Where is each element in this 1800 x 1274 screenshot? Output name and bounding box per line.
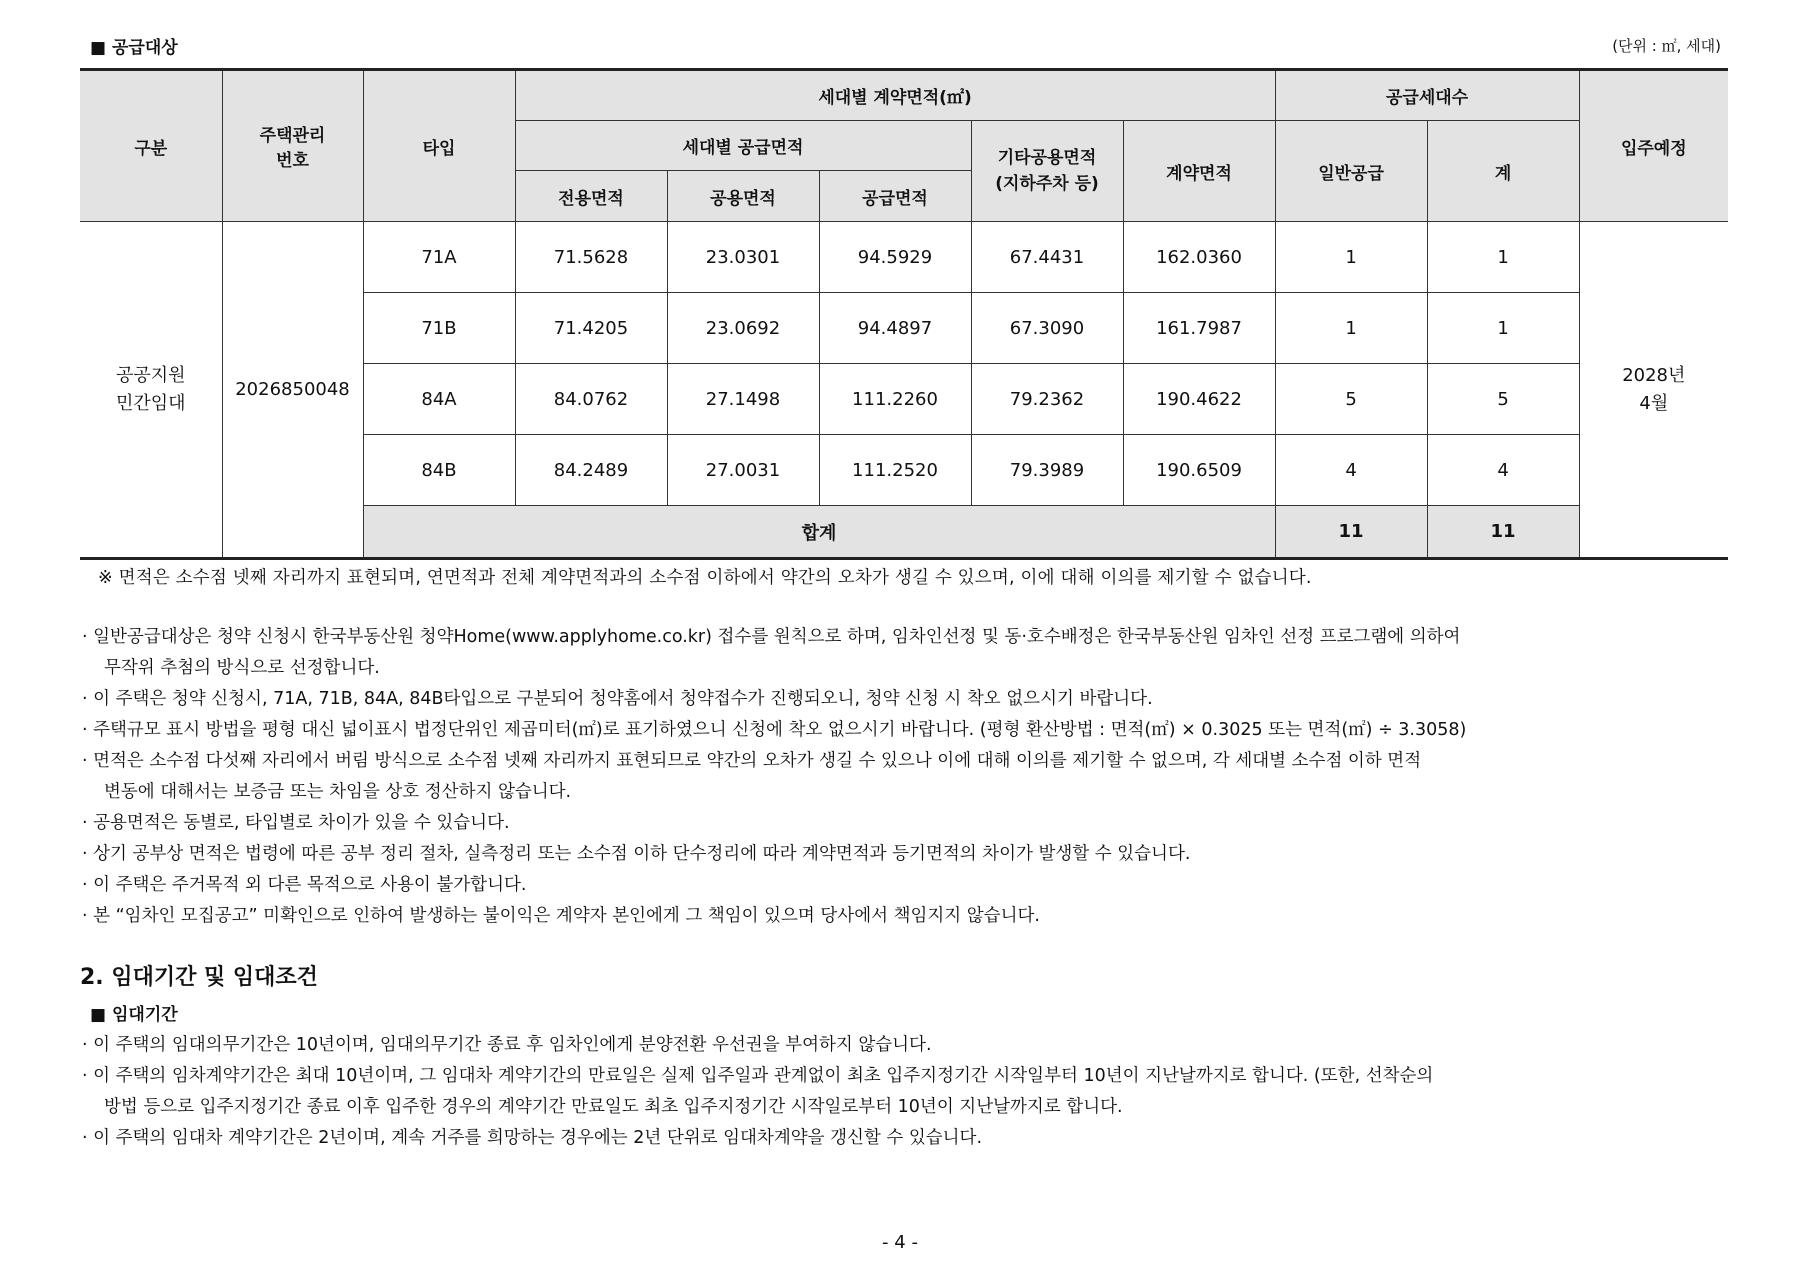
lease-period-list <box>82 1030 1722 1154</box>
header-general: 일반공급 <box>1275 121 1427 222</box>
type-cell: 84B <box>363 435 515 506</box>
type-cell: 71B <box>363 293 515 364</box>
general-cell: 1 <box>1275 293 1427 364</box>
supply-cell: 94.4897 <box>819 293 971 364</box>
other-common-cell: 79.2362 <box>971 364 1123 435</box>
header-sum: 계 <box>1427 121 1579 222</box>
header-category: 구분 <box>80 70 222 222</box>
header-housing-no: 주택관리 번호 <box>222 70 363 222</box>
unit-label: (단위 : ㎡, 세대) <box>1612 37 1721 55</box>
sum-cell: 1 <box>1427 293 1579 364</box>
sum-cell: 4 <box>1427 435 1579 506</box>
header-other-common: 기타공용면적 (지하주차 등) <box>971 121 1123 222</box>
exclusive-cell: 71.4205 <box>515 293 667 364</box>
common-cell: 23.0301 <box>667 222 819 293</box>
notice-item: · 면적은 소수점 다섯째 자리에서 버림 방식으로 소수점 넷째 자리까지 표현되므로 약간의 오차가 생길 수 있으나 이에 대해 이의를 제기할 수 없으며, 각 세대별 소수점 이하 면적 <box>82 751 1422 771</box>
total-general: 11 <box>1275 506 1427 559</box>
header-common: 공용면적 <box>667 171 819 222</box>
contract-cell: 190.6509 <box>1123 435 1275 506</box>
type-cell: 71A <box>363 222 515 293</box>
header-supply: 공급면적 <box>819 171 971 222</box>
header-households-group: 공급세대수 <box>1275 70 1579 121</box>
move-in-cell: 2028년 4월 <box>1579 222 1728 559</box>
lease-item: · 이 주택의 임대의무기간은 10년이며, 임대의무기간 종료 후 임차인에게 분양전환 우선권을 부여하지 않습니다. <box>82 1035 932 1055</box>
exclusive-cell: 84.0762 <box>515 364 667 435</box>
header-exclusive: 전용면적 <box>515 171 667 222</box>
supply-cell: 94.5929 <box>819 222 971 293</box>
total-sum: 11 <box>1427 506 1579 559</box>
header-supply-area-group: 세대별 공급면적 <box>515 121 971 171</box>
supply-cell: 111.2520 <box>819 435 971 506</box>
lease-item: · 이 주택의 임차계약기간은 최대 10년이며, 그 임대차 계약기간의 만료일은 실제 입주일과 관계없이 최초 입주지정기간 시작일부터 10년이 지난날까지로 합니다. (또한, 선착순의 <box>82 1066 1434 1086</box>
notice-item: · 본 “임차인 모집공고” 미확인으로 인하여 발생하는 불이익은 계약자 본인에게 그 책임이 있으며 당사에서 책임지지 않습니다. <box>82 906 1040 926</box>
sum-cell: 1 <box>1427 222 1579 293</box>
contract-cell: 162.0360 <box>1123 222 1275 293</box>
contract-cell: 190.4622 <box>1123 364 1275 435</box>
exclusive-cell: 84.2489 <box>515 435 667 506</box>
header-contract: 계약면적 <box>1123 121 1275 222</box>
general-cell: 4 <box>1275 435 1427 506</box>
category-cell: 공공지원 민간임대 <box>80 222 222 559</box>
notice-item-continuation: 변동에 대해서는 보증금 또는 차임을 상호 정산하지 않습니다. <box>104 782 572 802</box>
header-type: 타입 <box>363 70 515 222</box>
page-number: - 4 - <box>882 1232 918 1253</box>
common-cell: 23.0692 <box>667 293 819 364</box>
other-common-cell: 67.3090 <box>971 293 1123 364</box>
notice-item: · 주택규모 표시 방법을 평형 대신 넓이표시 법정단위인 제곱미터(㎡)로 표기하였으니 신청에 착오 없으시기 바랍니다. (평형 환산방법 : 면적(㎡) × 0.3025 또는 면적(㎡) ÷ 3.3058) <box>82 720 1467 740</box>
exclusive-cell: 71.5628 <box>515 222 667 293</box>
common-cell: 27.1498 <box>667 364 819 435</box>
other-common-cell: 79.3989 <box>971 435 1123 506</box>
notice-item: · 이 주택은 주거목적 외 다른 목적으로 사용이 불가합니다. <box>82 875 527 895</box>
supply-table <box>80 68 1728 560</box>
header-move-in: 입주예정 <box>1579 70 1728 222</box>
section-title: ■ 공급대상 <box>90 38 178 58</box>
section-heading: 2. 임대기간 및 임대조건 <box>80 965 318 990</box>
contract-cell: 161.7987 <box>1123 293 1275 364</box>
subsection-heading: ■ 임대기간 <box>90 1005 178 1025</box>
notice-list <box>82 622 1722 932</box>
type-cell: 84A <box>363 364 515 435</box>
header-contract-area-group: 세대별 계약면적(㎡) <box>515 70 1275 121</box>
total-label: 합계 <box>363 506 1275 559</box>
notice-item: · 공용면적은 동별로, 타입별로 차이가 있을 수 있습니다. <box>82 813 510 833</box>
lease-item-continuation: 방법 등으로 입주지정기간 종료 이후 입주한 경우의 계약기간 만료일도 최초 입주지정기간 시작일로부터 10년이 지난날까지로 합니다. <box>104 1097 1123 1117</box>
common-cell: 27.0031 <box>667 435 819 506</box>
housing-no-cell: 2026850048 <box>222 222 363 559</box>
notice-item: · 상기 공부상 면적은 법령에 따른 공부 정리 절차, 실측정리 또는 소수점 이하 단수정리에 따라 계약면적과 등기면적의 차이가 발생할 수 있습니다. <box>82 844 1191 864</box>
notice-item-continuation: 무작위 추첨의 방식으로 선정합니다. <box>104 658 380 678</box>
notice-item: · 일반공급대상은 청약 신청시 한국부동산원 청약Home(www.applyhome.co.kr) 접수를 원칙으로 하며, 임차인선정 및 동·호수배정은 한국부동산원 임차인 선정 프로그램에 의하여 <box>82 627 1461 647</box>
general-cell: 1 <box>1275 222 1427 293</box>
general-cell: 5 <box>1275 364 1427 435</box>
notice-item: · 이 주택은 청약 신청시, 71A, 71B, 84A, 84B타입으로 구분되어 청약홈에서 청약접수가 진행되오니, 청약 신청 시 착오 없으시기 바랍니다. <box>82 689 1153 709</box>
supply-cell: 111.2260 <box>819 364 971 435</box>
area-note: ※ 면적은 소수점 넷째 자리까지 표현되며, 연면적과 전체 계약면적과의 소수점 이하에서 약간의 오차가 생길 수 있으며, 이에 대해 이의를 제기할 수 없습니다. <box>98 568 1312 588</box>
other-common-cell: 67.4431 <box>971 222 1123 293</box>
sum-cell: 5 <box>1427 364 1579 435</box>
lease-item: · 이 주택의 임대차 계약기간은 2년이며, 계속 거주를 희망하는 경우에는 2년 단위로 임대차계약을 갱신할 수 있습니다. <box>82 1128 983 1148</box>
